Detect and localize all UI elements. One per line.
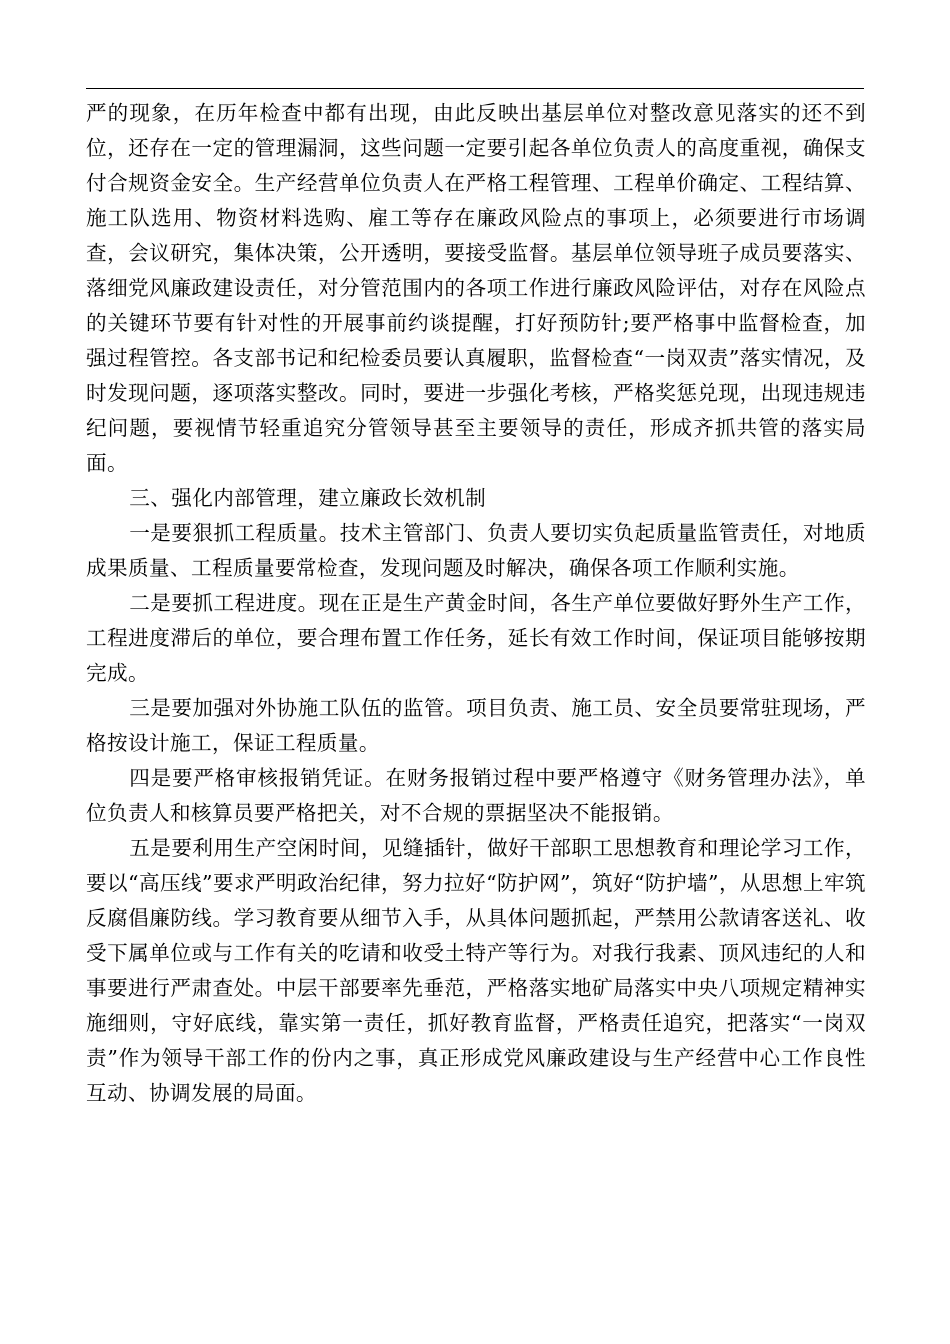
paragraph-education: 五是要利用生产空闲时间，见缝插针，做好干部职工思想教育和理论学习工作，要以“高压线”要求严明政治纪律，努力拉好“防护网”，筑好“防护墙”，从思想上牢筑反腐倡廉防线。学习教育要从细节入手，从具体问题抓起，严禁用公款请客送礼、收受下属单位或与工作有关的吃请和收受土特产等行为。对我行我素、顶风违纪的人和事要进行严肃查处。中层干部要率先垂范，严格落实地矿局落实中央八项规定精神实施细则，守好底线，靠实第一责任，抓好教育监督，严格责任追究，把落实“一岗双责”作为领导干部工作的份内之事，真正形成党风廉政建设与生产经营中心工作良性互动、协调发展的局面。 [86, 836, 866, 1105]
header-rule [86, 88, 864, 89]
paragraph-continued: 严的现象，在历年检查中都有出现，由此反映出基层单位对整改意见落实的还不到位，还存在一定的管理漏洞，这些问题一定要引起各单位负责人的高度重视，确保支付合规资金安全。生产经营单位负责人在严格工程管理、工程单价确定、工程结算、施工队选用、物资材料选购、雇工等存在廉政风险点的事项上，必须要进行市场调查，会议研究，集体决策，公开透明，要接受监督。基层单位领导班子成员要落实、落细党风廉政建设责任，对分管范围内的各项工作进行廉政风险评估，对存在风险点的关键环节要有针对性的开展事前约谈提醒，打好预防针;要严格事中监督检查，加强过程管控。各支部书记和纪检委员要认真履职，监督检查“一岗双责”落实情况，及时发现问题，逐项落实整改。同时，要进一步强化考核，严格奖惩兑现，出现违规违纪问题，要视情节轻重追究分管领导甚至主要领导的责任，形成齐抓共管的落实局面。 [86, 101, 866, 475]
paragraph-contractor-supervision: 三是要加强对外协施工队伍的监管。项目负责、施工员、安全员要常驻现场，严格按设计施工，保证工程质量。 [86, 696, 866, 755]
paragraph-reimbursement-review: 四是要严格审核报销凭证。在财务报销过程中要严格遵守《财务管理办法》，单位负责人和核算员要严格把关，对不合规的票据坚决不能报销。 [86, 766, 866, 825]
section-heading: 三、强化内部管理，建立廉政长效机制 [129, 486, 487, 510]
paragraph-engineering-quality: 一是要狠抓工程质量。技术主管部门、负责人要切实负起质量监管责任，对地质成果质量、工程质量要常检查，发现问题及时解决，确保各项工作顺利实施。 [86, 521, 866, 580]
document-body [86, 96, 866, 1111]
paragraph-engineering-progress: 二是要抓工程进度。现在正是生产黄金时间，各生产单位要做好野外生产工作，工程进度滞后的单位，要合理布置工作任务，延长有效工作时间，保证项目能够按期完成。 [86, 591, 866, 685]
